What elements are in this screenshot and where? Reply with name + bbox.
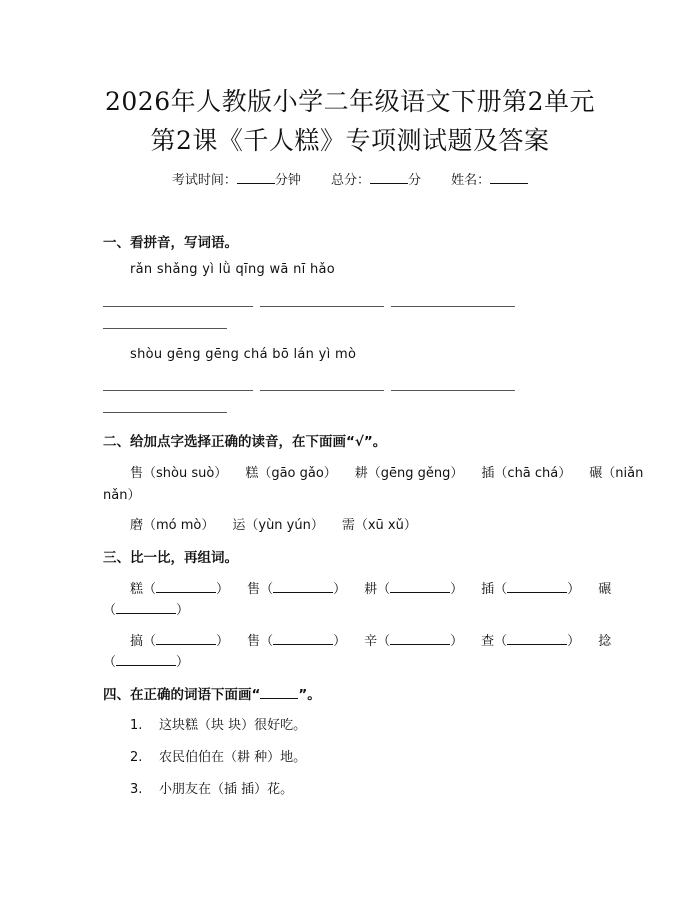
reading-row-2 <box>130 514 417 533</box>
reading-item[interactable]: 运（yùn yún） <box>232 518 324 533</box>
section-3-heading: 三、比一比，再组词。 <box>103 550 238 566</box>
reading-item[interactable]: 碾（niǎn <box>589 466 644 481</box>
answer-line[interactable] <box>260 306 384 307</box>
reading-row-1 <box>130 462 643 481</box>
word-blank[interactable] <box>390 632 450 645</box>
question-item <box>130 714 306 733</box>
compare-char: 搞 <box>130 634 144 649</box>
reading-item[interactable]: 售（shòu suò） <box>130 466 228 481</box>
name-label: 姓名： <box>451 173 491 188</box>
question-text[interactable]: 小朋友在（插 插）花。 <box>158 782 294 797</box>
answer-line[interactable] <box>103 390 253 391</box>
answer-line[interactable] <box>260 390 384 391</box>
compare-row-1: 糕（ ） 售（ ） 耕（ ） 插（ ） 碾 <box>130 582 612 597</box>
word-blank[interactable] <box>156 580 216 593</box>
section-2-heading: 二、给加点字选择正确的读音，在下面画“√”。 <box>103 434 387 450</box>
word-blank[interactable] <box>156 632 216 645</box>
total-score-label: 总分： <box>330 173 370 188</box>
word-blank[interactable] <box>507 632 567 645</box>
answer-line[interactable] <box>103 412 227 413</box>
title-line-2: 第2课《千人糕》专项测试题及答案 <box>150 126 550 155</box>
word-blank[interactable] <box>273 632 333 645</box>
answer-line[interactable] <box>391 306 515 307</box>
compare-char: 查 <box>481 634 495 649</box>
section-4-heading <box>103 683 321 703</box>
answer-line[interactable] <box>103 328 227 329</box>
word-blank[interactable] <box>273 580 333 593</box>
question-number: 1. <box>130 718 143 733</box>
exam-time-unit: 分钟 <box>274 173 301 188</box>
word-blank[interactable] <box>116 601 176 614</box>
compare-row-2-wrap: （ ） <box>103 655 190 670</box>
compare-row-1-wrap: （ ） <box>103 603 190 618</box>
compare-char: 捻 <box>598 634 612 649</box>
question-item <box>130 778 293 797</box>
student-name <box>451 173 528 188</box>
total-score-unit: 分 <box>408 173 422 188</box>
word-blank[interactable] <box>507 580 567 593</box>
reading-item[interactable]: 糕（gāo gǎo） <box>245 466 337 481</box>
answer-line[interactable] <box>103 306 253 307</box>
compare-char: 售 <box>247 634 261 649</box>
compare-char: 糕 <box>130 582 144 597</box>
section-1-heading: 一、看拼音，写词语。 <box>103 235 238 251</box>
question-number: 3. <box>130 782 143 797</box>
question-text[interactable]: 这块糕（块 块）很好吃。 <box>158 718 307 733</box>
section-4-heading-prefix: 四、在正确的词语下面画“ <box>103 687 261 703</box>
reading-item[interactable]: 磨（mó mò） <box>130 518 215 533</box>
underline-mark <box>260 687 298 699</box>
compare-char: 插 <box>481 582 495 597</box>
title-line-1: 2026年人教版小学二年级语文下册第2单元 <box>104 87 596 116</box>
exam-time-blank[interactable] <box>237 172 275 184</box>
exam-time <box>172 173 301 188</box>
reading-item[interactable]: 耕（gēng gěng） <box>354 466 464 481</box>
question-item <box>130 746 306 765</box>
reading-item[interactable]: 需（xū xǔ） <box>341 518 417 533</box>
pinyin-row-2: shòu gēng gēng chá bō lán yì mò <box>130 347 357 362</box>
word-blank[interactable] <box>116 653 176 666</box>
question-number: 2. <box>130 750 143 765</box>
word-blank[interactable] <box>390 580 450 593</box>
reading-row-1-wrap: nǎn） <box>103 488 141 503</box>
section-4-heading-suffix: ”。 <box>298 687 321 703</box>
exam-time-label: 考试时间： <box>171 173 237 188</box>
name-blank[interactable] <box>490 172 528 184</box>
reading-item[interactable]: 插（chā chá） <box>481 466 572 481</box>
compare-char: 碾 <box>598 582 612 597</box>
total-score-blank[interactable] <box>370 172 408 184</box>
compare-char: 耕 <box>364 582 378 597</box>
compare-char: 售 <box>247 582 261 597</box>
compare-row-2: 搞（ ） 售（ ） 辛（ ） 查（ ） 捻 <box>130 634 612 649</box>
total-score <box>331 173 421 188</box>
pinyin-row-1: rǎn shǎng yì lǜ qīng wā nī hǎo <box>130 262 336 277</box>
exam-meta <box>0 169 700 188</box>
answer-line[interactable] <box>391 390 515 391</box>
compare-char: 辛 <box>364 634 378 649</box>
question-text[interactable]: 农民伯伯在（耕 种）地。 <box>158 750 307 765</box>
